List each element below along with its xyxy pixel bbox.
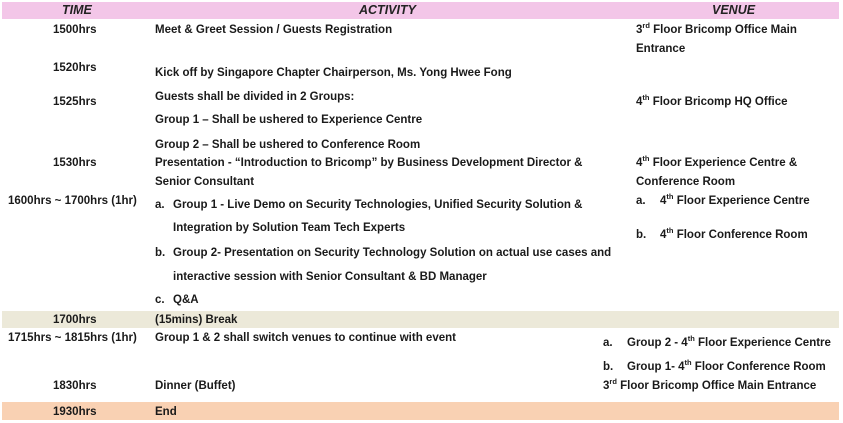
row7-venue-b-text: Floor Conference Room: [691, 361, 826, 373]
row7-venue-a-text: Floor Experience Centre: [694, 337, 831, 349]
row5-item-a-line1: [155, 198, 582, 212]
row5-item-a-text: Group 1 - Live Demo on Security Technologies, Unified Security Solution &: [173, 199, 583, 211]
row7-venue-b-sup: th: [684, 358, 692, 368]
row3-venue-num: 4: [636, 96, 643, 108]
row7-time: 1715hrs ~ 1815hrs (1hr): [8, 332, 137, 344]
row7-venue-b-marker: b.: [603, 361, 614, 373]
row7-activity: Group 1 & 2 shall switch venues to continue with event: [155, 332, 456, 344]
row9-time: 1930hrs: [53, 406, 97, 418]
row8-venue-num: 3: [603, 380, 610, 392]
row3-time: 1525hrs: [53, 96, 97, 108]
break-row-band: [2, 311, 839, 328]
row4-venue-num: 4: [636, 157, 643, 169]
row5-time: 1600hrs ~ 1700hrs (1hr): [8, 195, 137, 207]
row4-activity-line2: Senior Consultant: [155, 176, 255, 188]
row5-item-c-marker: c.: [155, 294, 165, 306]
row8-venue-text: Floor Bricomp Office Main Entrance: [616, 380, 817, 392]
row5-item-b-line1: [155, 246, 611, 260]
row7-venue-b: [603, 360, 826, 374]
row6-time: 1700hrs: [53, 314, 97, 326]
row5-item-b-text: Group 2- Presentation on Security Technology Solution on actual use cases and: [173, 247, 612, 259]
row5-venue-a: [636, 194, 810, 208]
row3-venue-text: Floor Bricomp HQ Office: [649, 96, 788, 108]
row4-venue-sup: th: [642, 154, 650, 164]
row3-activity-line3: Group 2 – Shall be ushered to Conference Room: [155, 139, 421, 151]
row5-item-c: [155, 293, 199, 307]
row7-venue-a: [603, 336, 831, 350]
row4-venue-line1: [636, 156, 797, 170]
row9-activity: End: [155, 406, 177, 418]
row1-venue-line1: [636, 23, 797, 37]
row3-activity-line2: Group 1 – Shall be ushered to Experience Centre: [155, 114, 423, 126]
row5-venue-b-marker: b.: [636, 229, 647, 241]
header-venue: VENUE: [712, 3, 756, 17]
row8-venue-sup: rd: [609, 377, 617, 387]
row1-venue-num: 3: [636, 24, 643, 36]
row1-activity: Meet & Greet Session / Guests Registration: [155, 24, 393, 36]
end-row-band: [2, 402, 839, 420]
row5-venue-a-num: 4: [660, 195, 667, 207]
row3-venue-sup: th: [642, 93, 650, 103]
row7-venue-a-sup: th: [687, 334, 695, 344]
row1-venue-text: Floor Bricomp Office Main: [649, 24, 797, 36]
row1-venue-sup: rd: [642, 21, 650, 31]
row3-venue: [636, 95, 788, 109]
row5-item-c-text: Q&A: [173, 294, 199, 306]
row5-item-b-marker: b.: [155, 247, 166, 259]
row7-venue-a-marker: a.: [603, 337, 613, 349]
row8-venue: [603, 379, 816, 393]
row5-venue-b-text: Floor Conference Room: [673, 229, 808, 241]
row5-venue-b: [636, 228, 808, 242]
row6-activity: (15mins) Break: [155, 314, 238, 326]
row5-venue-b-num: 4: [660, 229, 667, 241]
row7-venue-b-num: Group 1- 4: [627, 361, 685, 373]
row5-item-a-line2: Integration by Solution Team Tech Experts: [173, 222, 406, 234]
header-activity: ACTIVITY: [359, 3, 416, 17]
row4-activity-line1: Presentation - “Introduction to Bricomp” by Business Development Director &: [155, 157, 583, 169]
row5-venue-a-sup: th: [666, 192, 674, 202]
row8-activity: Dinner (Buffet): [155, 380, 236, 392]
row2-activity: Kick off by Singapore Chapter Chairperson, Ms. Yong Hwee Fong: [155, 67, 512, 79]
row1-time: 1500hrs: [53, 24, 97, 36]
header-time: TIME: [62, 3, 92, 17]
row5-venue-a-marker: a.: [636, 195, 646, 207]
row2-time: 1520hrs: [53, 62, 97, 74]
row4-venue-text: Floor Experience Centre &: [649, 157, 798, 169]
row5-item-b-line2: interactive session with Senior Consultant & BD Manager: [173, 271, 487, 283]
row4-venue-line2: Conference Room: [636, 176, 736, 188]
row5-venue-b-sup: th: [666, 226, 674, 236]
row7-venue-a-num: Group 2 - 4: [627, 337, 688, 349]
row8-time: 1830hrs: [53, 380, 97, 392]
row1-venue-line2: Entrance: [636, 43, 686, 55]
row5-venue-a-text: Floor Experience Centre: [673, 195, 810, 207]
row4-time: 1530hrs: [53, 157, 97, 169]
row5-item-a-marker: a.: [155, 199, 165, 211]
row3-activity-line1: Guests shall be divided in 2 Groups:: [155, 91, 355, 103]
